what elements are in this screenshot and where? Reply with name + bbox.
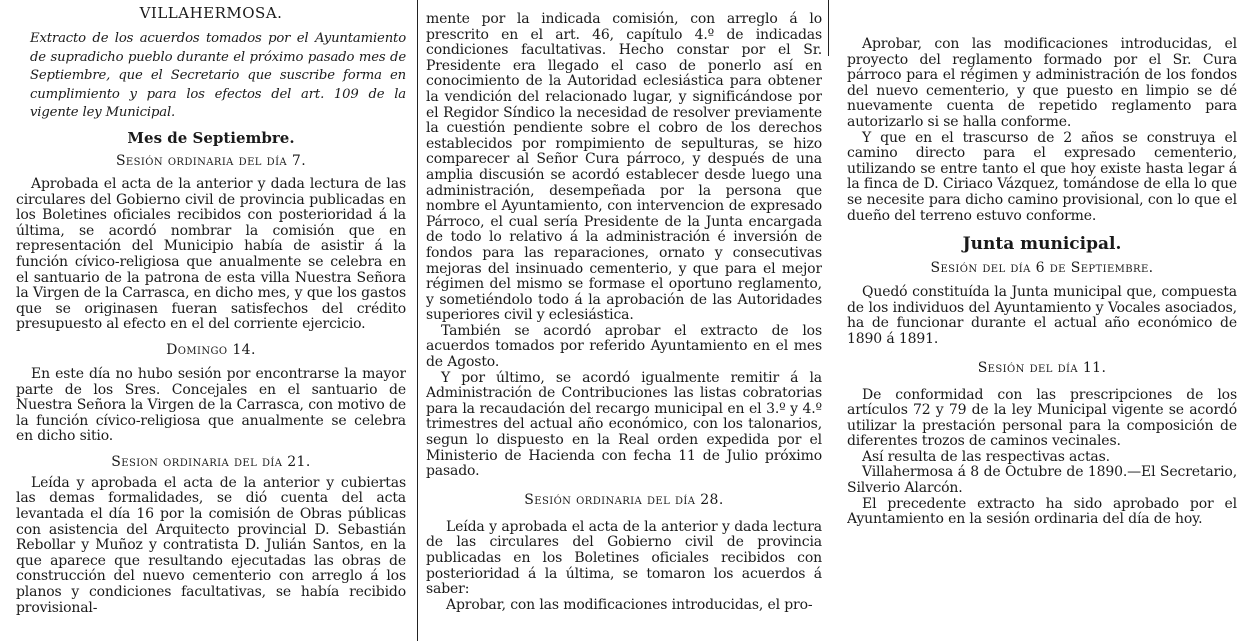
session-28-cut-line: Aprobar, con las modificaciones introducidas, el pro- [446,596,813,613]
intro-paragraph: Extracto de los acuerdos tomados por el Ayuntamiento de supradicho pueblo durante el próximo pasado mes de Septiembre, que el Secretario que suscribe forma en cumplimiento y para los efectos del art. 109 de la vigente ley Municipal. [30,31,406,121]
session-7-text: Aprobada el acta de la anterior y dada lectura de las circulares del Gobierno civil de provincia publicadas en los Boletines oficiales recibidos con posterioridad á la última, se acordó nombrar la comisión que en representación del Municipio había de asistir á la función cívico-religiosa que anualmente se celebra en el santuario de la patrona de esta villa Nuestra Señora la Virgen de la Carrasca, en dicho mes, y que los gastos que se originasen fueran satisfechos del crédito presupuesto al efecto en el del corriente ejercicio. [16,175,406,333]
month-heading: Mes de Septiembre. [127,128,295,147]
session-21-text: Leída y aprobada el acta de la anterior y cubiertas las demas formalidades, se dió cuenta del acta levantada el día 16 por la comisión de Obras públicas con asistencia del Arquitecto provincial D. Sebastián Rebollar y Muñoz y contratista D. Julián Santos, en la que aparece que resultando ejecutadas las obras de construcción del nuevo cementerio con arreglo á los planos y condiciones facultativas, se había recibido provisional- [16,474,406,616]
extract-august-paragraph: También se acordó aprobar el extracto de los acuerdos tomados por referido Ayuntamiento en el mes de Agosto. [426,322,822,371]
session-14-heading: Domingo 14. [166,341,256,358]
date-signature: Villahermosa á 8 de Octubre de 1890.—El Secretario, Silverio Alarcón. [847,464,1237,497]
junta-heading: Junta municipal. [962,234,1122,255]
junta-session-11-text: De conformidad con las prescripciones de los artículos 72 y 79 de la ley Municipal vigente se acordó utilizar la prestación personal para la composición de diferentes trozos de caminos vecinales. [847,386,1237,450]
session-7-heading: Sesión ordinaria del día 7. [115,152,307,169]
town-title: VILLAHERMOSA. [139,4,283,22]
column-rule-left [417,0,418,641]
closing-line: Así resulta de las respectivas actas. [862,448,1110,465]
approval-note: El precedente extracto ha sido aprobado por el Ayuntamiento en la sesión ordinaria del día de hoy. [847,495,1237,528]
column-rule-right [828,0,829,56]
junta-session-11-heading: Sesión del día 11. [977,359,1107,376]
session-14-text: En este día no hubo sesión por encontrarse la mayor parte de los Sres. Concejales en el santuario de Nuestra Señora la Virgen de la Carrasca, con motivo de la función cívico-religiosa que anualmente se celebra en dicho sitio. [16,365,406,445]
column-right [847,0,1237,528]
column-middle [426,0,822,613]
road-paragraph: Y que en el trascurso de 2 años se construya el camino directo para el expresado cementerio, utilizando se entre tanto el que hoy existe hasta legar á la finca de D. Ciriaco Vázquez, tomándose de ella lo que se necesite para dicho camino provisional, con lo que el dueño del terreno estuvo conforme. [847,129,1237,224]
junta-session-6-text: Quedó constituída la Junta municipal que, compuesta de los individuos del Ayuntamiento y Vocales asociados, ha de funcionar durante el actual año económico de 1890 á 1891. [847,284,1237,347]
regulation-paragraph: Aprobar, con las modificaciones introducidas, el proyecto del reglamento formado por el Sr. Cura párroco para el régimen y administración de los fondos del nuevo cementerio, y que puesto en limpio se dé nuevamente cuenta de repetido reglamento para autorizarlo si se halla conforme. [847,36,1237,130]
session-28-text: Leída y aprobada el acta de la anterior y dada lectura de las circulares del Gobierno civil de provincia publicadas en los Boletines oficiales recibidos con posterioridad á la última, se tomaron los acuerdos á saber: [426,518,822,598]
column-left [16,0,406,616]
continued-paragraph: mente por la indicada comisión, con arreglo á lo prescrito en el art. 46, capítulo 4.º de indicadas condiciones facultativas. Hecho constar por el Sr. Presidente era llegado el caso de ponerlo así en conocimiento de la Autoridad eclesiástica para obtener la vendición del relacionado lugar, y significándose por el Regidor Síndico la necesidad de resolver previamente la cuestión pendiente sobre el cobro de los derechos establecidos por rompimiento de sepulturas, se hizo comparecer al Señor Cura párroco, y después de una amplia discusión se acordó establecer desde luego una administración, desempeñada por la persona que nombre el Ayuntamiento, con intervencion de expresado Párroco, el cual sería Presidente de la Junta encargada de todo lo relativo á la administración é inversión de fondos para las reparaciones, ornato y consecutivas mejoras del insinuado cementerio, y que para el mejor régimen del mismo se formase el oportuno reglamento, y sometiéndolo todo á la aprobación de las Autoridades superiores civil y eclesiástica. [426,11,822,324]
session-21-heading: Sesion ordinaria del día 21. [111,453,311,470]
junta-session-6-heading: Sesión del día 6 de Septiembre. [930,260,1154,277]
session-28-heading: Sesión ordinaria del día 28. [524,491,724,508]
contributions-paragraph: Y por último, se acordó igualmente remitir á la Administración de Contribuciones las listas cobratorias para la recaudación del recargo municipal en el 3.º y 4.º trimestres del actual año económico, con los talonarios, segun lo dispuesto en la Real orden expedida por el Ministerio de Hacienda con fecha 11 de Julio próximo pasado. [426,369,822,480]
